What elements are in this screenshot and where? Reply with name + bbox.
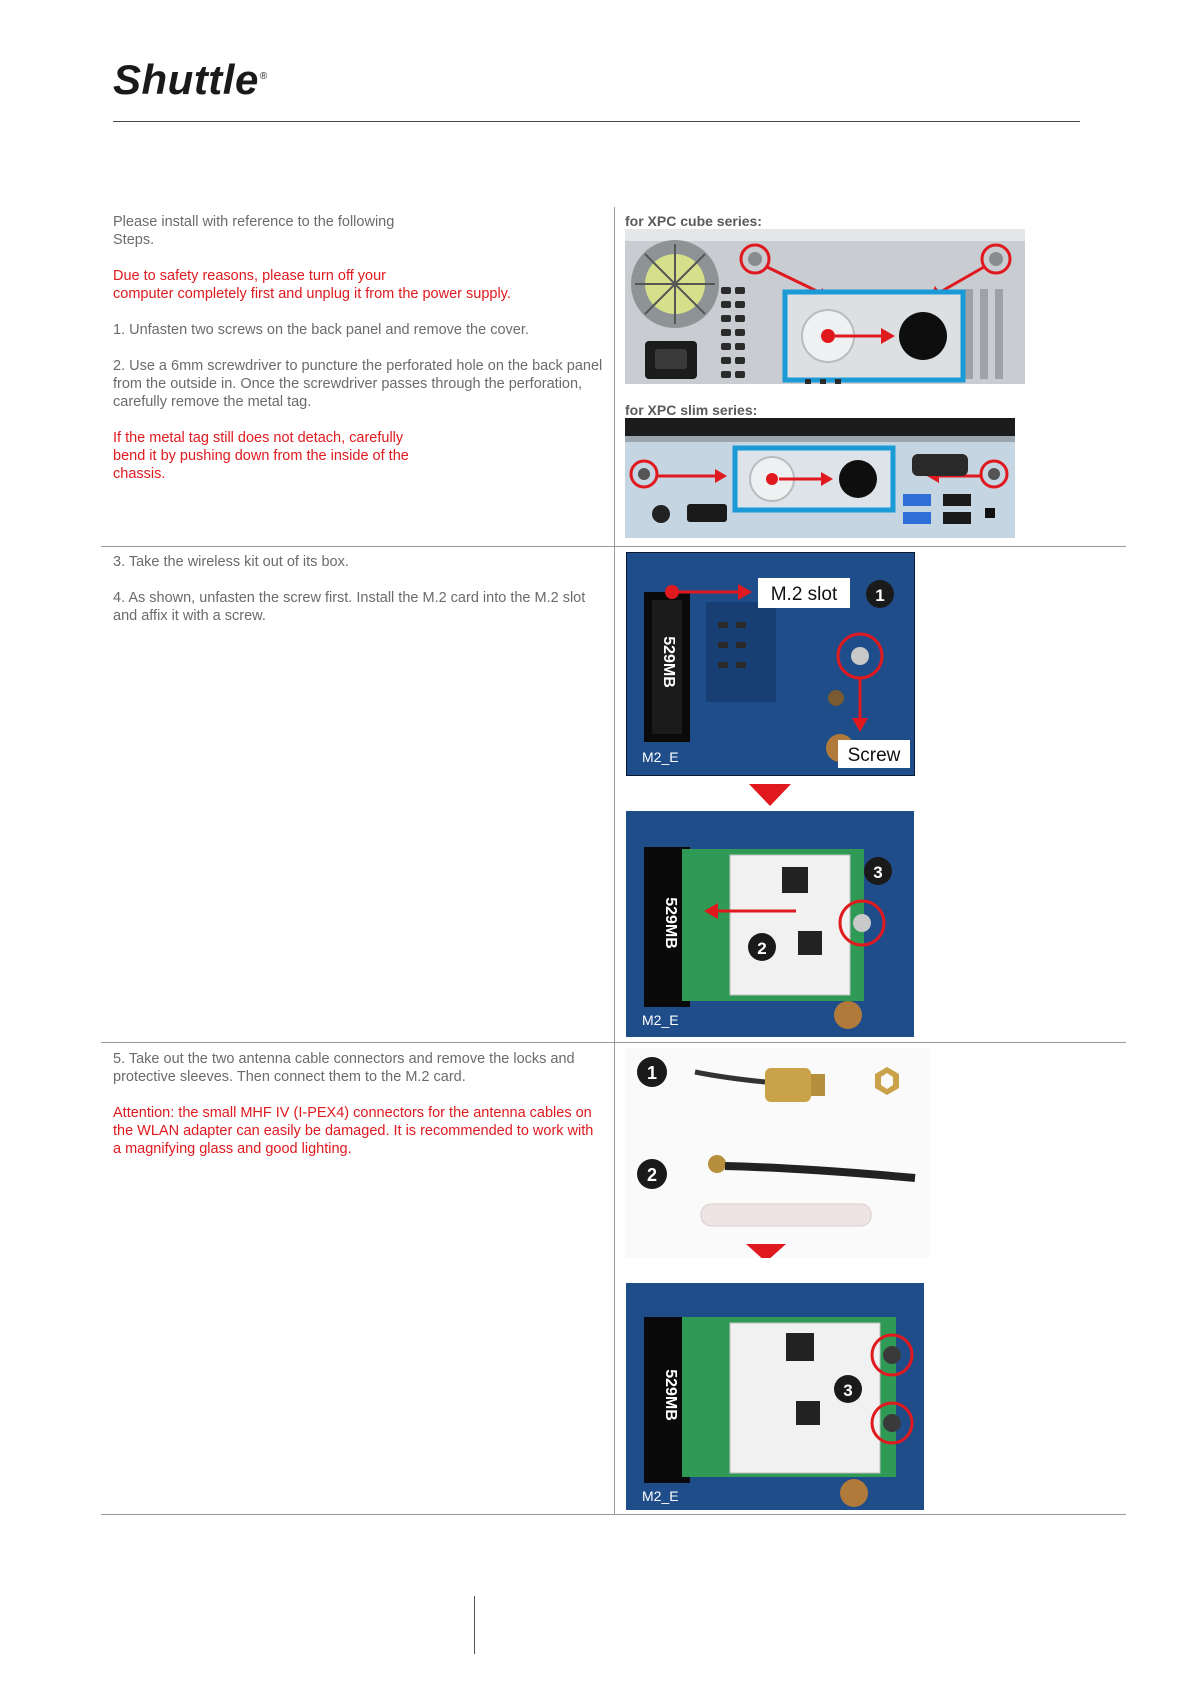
- section-1-text: [113, 213, 603, 501]
- antenna-warning: Attention: the small MHF IV (I-PEX4) connectors for the antenna cables on the WLAN adapter can easily be damaged. It is recommended to work with a magnifying glass and good lighting.: [113, 1105, 594, 1157]
- step-number-3: 3: [873, 863, 883, 882]
- cube-back-panel-photo: [625, 229, 1025, 384]
- cube-caption: for XPC cube series:: [625, 213, 762, 229]
- footer-divider: [474, 1596, 475, 1654]
- step-5: 5. Take out the two antenna cable connectors and remove the locks and protective sleeves. Then connect them to the M.2 card.: [113, 1051, 575, 1085]
- step-1: 1. Unfasten two screws on the back panel and remove the cover.: [113, 322, 529, 338]
- header-rule: [113, 121, 1080, 122]
- screw-label: Screw: [847, 745, 901, 766]
- step-number-2: 2: [757, 939, 767, 958]
- m2-slot-board-photo: [626, 552, 915, 776]
- board-marking-3: M2_E: [642, 1488, 679, 1504]
- slot-marking-2: 529MB: [662, 897, 679, 949]
- row-divider-1: [101, 546, 1126, 547]
- step-4: 4. As shown, unfasten the screw first. Install the M.2 card into the M.2 slot and affix it with a screw.: [113, 590, 586, 624]
- down-arrow-icon: [749, 784, 791, 806]
- board-marking-2: M2_E: [642, 1012, 679, 1028]
- safety-warning: Due to safety reasons, please turn off your computer completely first and unplug it from the power supply.: [113, 268, 511, 302]
- shuttle-logo: Shuttle®: [113, 56, 268, 103]
- slim-back-panel-photo: [625, 418, 1015, 538]
- row-divider-3: [101, 1514, 1126, 1515]
- connector-number-1: 1: [646, 1063, 658, 1083]
- column-divider: [614, 207, 615, 1514]
- section-2-text: [113, 553, 603, 643]
- m2-card-installed-photo: [626, 811, 914, 1037]
- slot-marking: 529MB: [660, 636, 677, 688]
- section-3-text: [113, 1050, 603, 1176]
- metal-tag-warning: If the metal tag still does not detach, carefully bend it by pushing down from the inside of the chassis.: [113, 430, 409, 482]
- intro-paragraph: Please install with reference to the following Steps.: [113, 214, 395, 248]
- antenna-connectors-photo: [625, 1048, 930, 1258]
- connector-number-2: 2: [646, 1165, 658, 1185]
- antenna-connected-photo: [626, 1283, 924, 1510]
- step-3: 3. Take the wireless kit out of its box.: [113, 554, 349, 570]
- board-marking: M2_E: [642, 749, 679, 765]
- step-number-1: 1: [875, 586, 885, 605]
- slim-caption: for XPC slim series:: [625, 402, 758, 418]
- m2-slot-label: M.2 slot: [770, 584, 838, 605]
- row-divider-2: [101, 1042, 1126, 1043]
- slot-marking-3: 529MB: [662, 1369, 679, 1421]
- antenna-step-number-3: 3: [843, 1381, 853, 1400]
- step-2: 2. Use a 6mm screwdriver to puncture the perforated hole on the back panel from the outside in. Once the screwdriver passes through the perforation, carefully remove the metal tag.: [113, 358, 603, 410]
